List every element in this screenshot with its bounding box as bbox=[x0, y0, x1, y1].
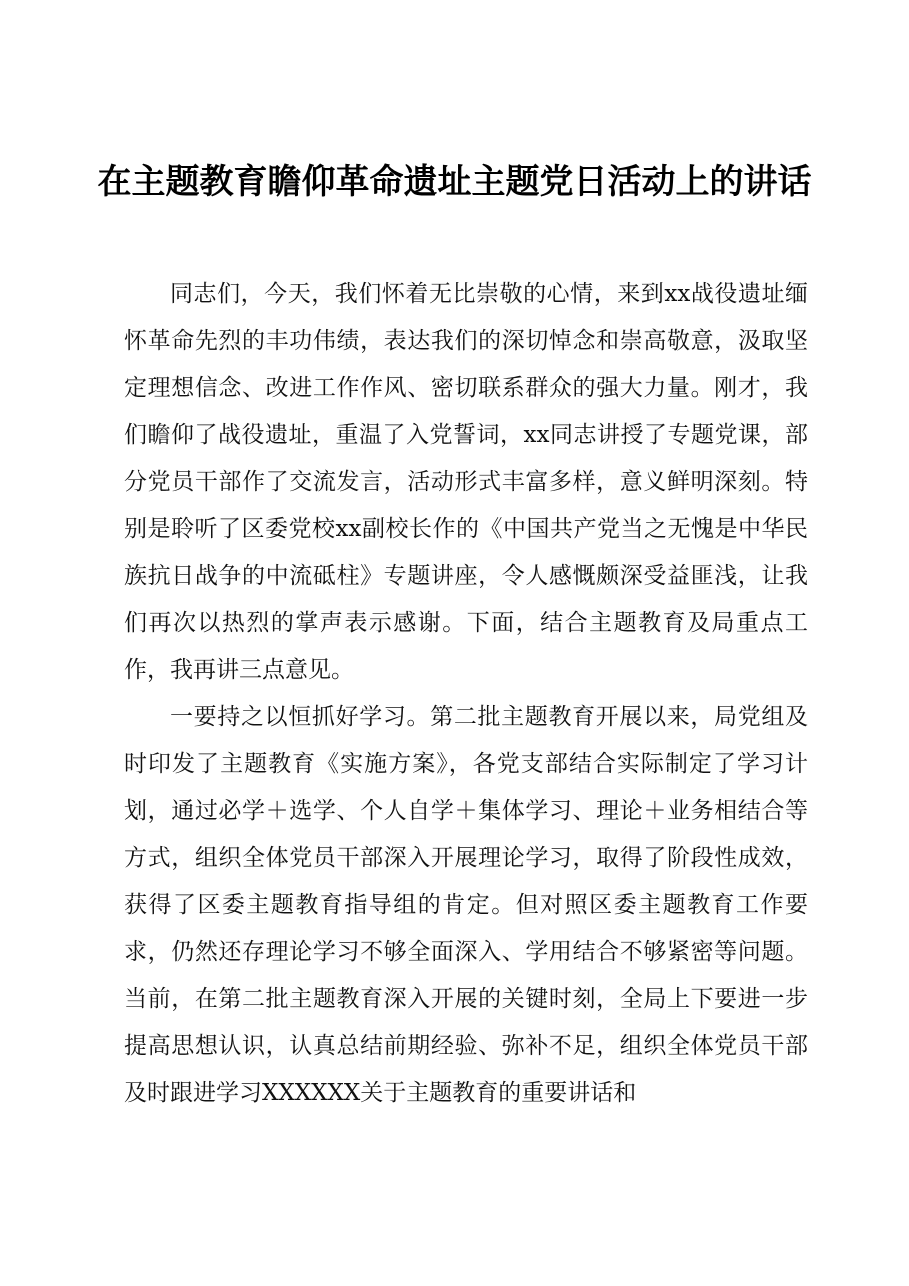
paragraph-point-one: 一要持之以恒抓好学习。第二批主题教育开展以来，局党组及时印发了主题教育《实施方案》，各党支部结合实际制定了学习计划，通过必学＋选学、个人自学＋集体学习、理论＋业务相结合等方式，组织全体党员干部深入开展理论学习，取得了阶段性成效，获得了区委主题教育指导组的肯定。但对照区委主题教育工作要求，仍然还存理论学习不够全面深入、学用结合不够紧密等问题。当前，在第二批主题教育深入开展的关键时刻，全局上下要进一步提高思想认识，认真总结前期经验、弥补不足，组织全体党员干部及时跟进学习XXXXXX关于主题教育的重要讲话和 bbox=[124, 704, 808, 1106]
paragraph-opening: 同志们，今天，我们怀着无比崇敬的心情，来到xx战役遗址缅怀革命先烈的丰功伟绩，表达我们的深切悼念和崇高敬意，汲取坚定理想信念、改进工作作风、密切联系群众的强大力量。刚才，我们瞻仰了战役遗址，重温了入党誓词，xx同志讲授了专题党课，部分党员干部作了交流发言，活动形式丰富多样，意义鲜明深刻。特别是聆听了区委党校xx副校长作的《中国共产党当之无愧是中华民族抗日战争的中流砥柱》专题讲座，令人感慨颇深受益匪浅，让我们再次以热烈的掌声表示感谢。下面，结合主题教育及局重点工作，我再讲三点意见。 bbox=[124, 281, 808, 683]
document-title: 在主题教育瞻仰革命遗址主题党日活动上的讲话 bbox=[97, 162, 812, 202]
document-body bbox=[124, 271, 808, 1117]
